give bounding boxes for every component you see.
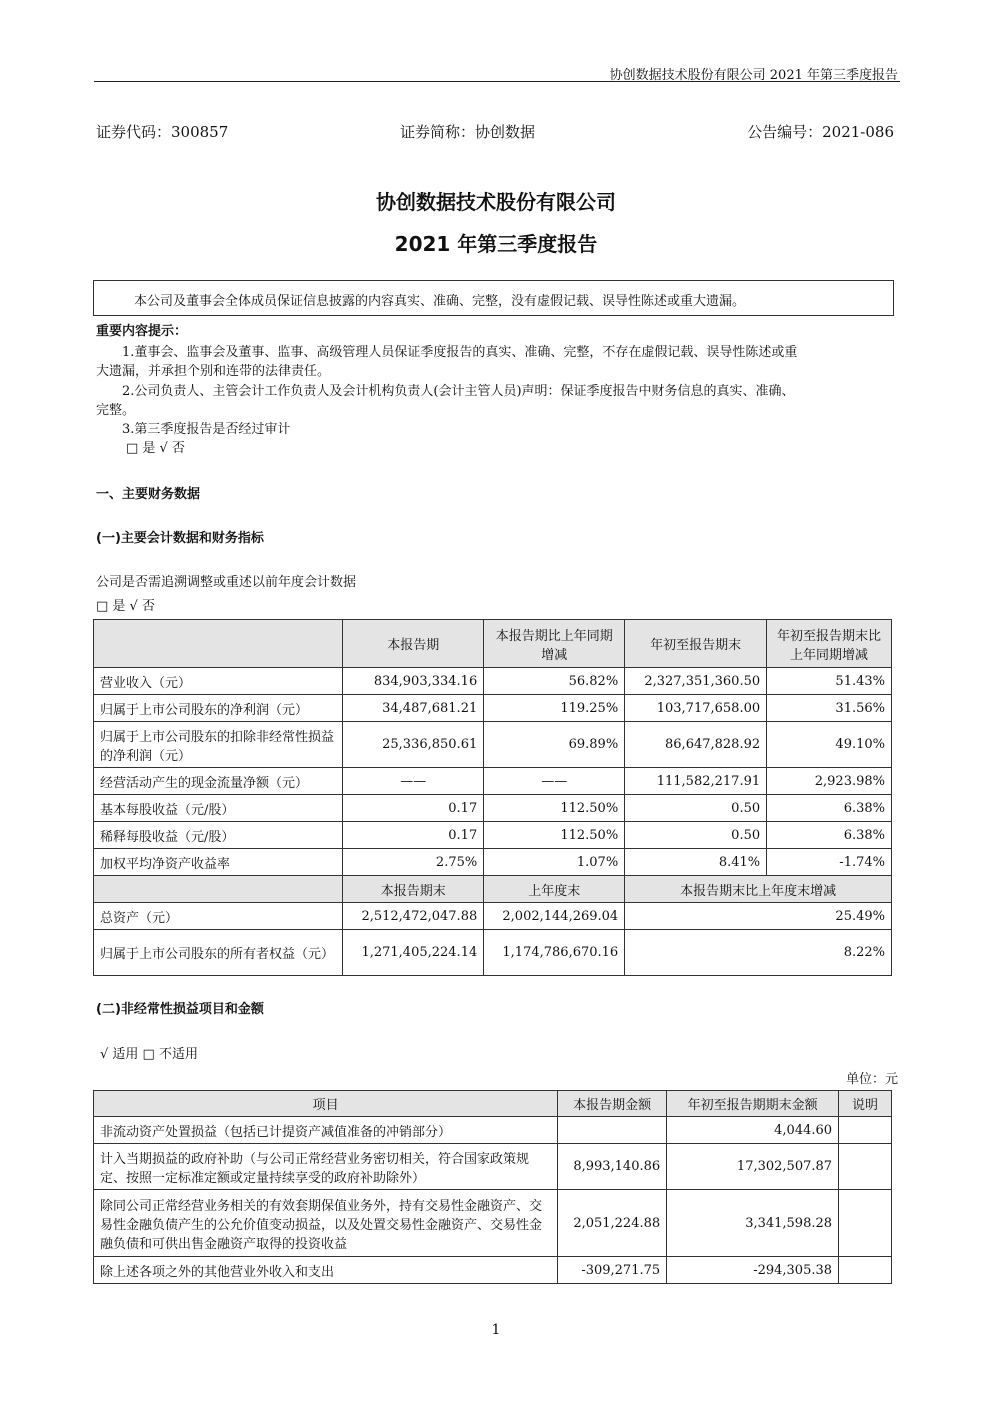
table-cell: 6.38%: [767, 822, 892, 849]
table-header-cell: 说明: [839, 1091, 892, 1117]
table-cell: 1,174,786,670.16: [484, 930, 625, 976]
table-cell: 基本每股收益（元/股）: [94, 795, 343, 822]
table-row: [94, 1190, 892, 1257]
stock-abbreviation: 证券简称：协创数据: [400, 123, 536, 141]
important-item2-line1: 2.公司负责人、主管会计工作负责人及会计机构负责人(会计主管人员)声明：保证季度报告中财务信息的真实、准确、: [122, 384, 795, 399]
restate-choice: □ 是 √ 否: [96, 599, 155, 614]
audit-choice: □ 是 √ 否: [126, 441, 185, 456]
table-header-row: [94, 876, 892, 903]
table-cell: 3,341,598.28: [667, 1190, 839, 1257]
important-item3: 3.第三季度报告是否经过审计: [122, 422, 291, 437]
applicable-choice: √ 适用 □ 不适用: [100, 1047, 198, 1062]
table-header-cell: [94, 876, 343, 903]
table-header-cell: 年初至报告期期末金额: [667, 1091, 839, 1117]
table-header-cell: 本报告期比上年同期增减: [484, 620, 625, 668]
table-cell: 31.56%: [767, 695, 892, 722]
table-cell: -1.74%: [767, 849, 892, 876]
disclosure-notice-box: [93, 280, 894, 316]
table-cell: 4,044.60: [667, 1117, 839, 1144]
table-row: [94, 668, 892, 695]
disclosure-notice-text: 本公司及董事会全体成员保证信息披露的内容真实、准确、完整，没有虚假记载、误导性陈述或重大遗漏。: [134, 294, 746, 309]
table-cell: 112.50%: [484, 822, 625, 849]
table-cell: 119.25%: [484, 695, 625, 722]
table-cell: 2,923.98%: [767, 768, 892, 795]
table-row: [94, 795, 892, 822]
table-row: [94, 849, 892, 876]
table-row: [94, 903, 892, 930]
report-title: 2021 年第三季度报告: [394, 232, 598, 256]
table-cell: [558, 1117, 667, 1144]
important-item1-line1: 1.董事会、监事会及董事、监事、高级管理人员保证季度报告的真实、准确、完整，不存在虚假记载、误导性陈述或重: [122, 345, 798, 360]
table-cell: [839, 1257, 892, 1284]
stock-code: 证券代码：300857: [96, 123, 229, 141]
table-cell: 17,302,507.87: [667, 1144, 839, 1190]
table-header-cell: 年初至报告期末: [625, 620, 767, 668]
table-cell: 111,582,217.91: [625, 768, 767, 795]
table-cell: 2,512,472,047.88: [343, 903, 484, 930]
table-cell: 2,002,144,269.04: [484, 903, 625, 930]
page-number: 1: [491, 1322, 501, 1338]
table-cell: 除上述各项之外的其他营业外收入和支出: [94, 1257, 558, 1284]
table-row: [94, 695, 892, 722]
table-header-cell: 上年度末: [484, 876, 625, 903]
table-cell: 加权平均净资产收益率: [94, 849, 343, 876]
table-header-cell: 项目: [94, 1091, 558, 1117]
table-cell: 49.10%: [767, 722, 892, 768]
table-cell: 0.50: [625, 795, 767, 822]
non-recurring-items-table: [93, 1090, 892, 1284]
table-row: [94, 768, 892, 795]
table-cell: 0.17: [343, 822, 484, 849]
table-cell: 营业收入（元）: [94, 668, 343, 695]
table-row: [94, 1144, 892, 1190]
table-row: [94, 1257, 892, 1284]
table-header-cell: 年初至报告期末比上年同期增减: [767, 620, 892, 668]
table-cell: 34,487,681.21: [343, 695, 484, 722]
table-cell: 112.50%: [484, 795, 625, 822]
table-cell: 2,051,224.88: [558, 1190, 667, 1257]
table-cell: 非流动资产处置损益（包括已计提资产减值准备的冲销部分）: [94, 1117, 558, 1144]
table-cell: 归属于上市公司股东的扣除非经常性损益的净利润（元）: [94, 722, 343, 768]
important-heading: 重要内容提示：: [96, 324, 188, 339]
table-row: [94, 822, 892, 849]
table-cell: 69.89%: [484, 722, 625, 768]
section2-subheading: (二)非经常性损益项目和金额: [96, 1002, 264, 1017]
table-cell: 103,717,658.00: [625, 695, 767, 722]
table-row: [94, 1117, 892, 1144]
table-cell: 归属于上市公司股东的净利润（元）: [94, 695, 343, 722]
table-cell: 6.38%: [767, 795, 892, 822]
table-cell: 834,903,334.16: [343, 668, 484, 695]
restate-question: 公司是否需追溯调整或重述以前年度会计数据: [96, 575, 357, 590]
running-header-title: 协创数据技术股份有限公司 2021 年第三季度报告: [609, 68, 898, 83]
table-row: [94, 722, 892, 768]
running-header: [94, 62, 900, 82]
important-item1-line2: 大遗漏，并承担个别和连带的法律责任。: [96, 364, 331, 379]
table-cell: 8.41%: [625, 849, 767, 876]
table-cell: 86,647,828.92: [625, 722, 767, 768]
table-cell: 2,327,351,360.50: [625, 668, 767, 695]
table-cell: 1.07%: [484, 849, 625, 876]
table-header-row: [94, 620, 892, 668]
table-cell: 25.49%: [625, 903, 892, 930]
table-header-row: [94, 1091, 892, 1117]
table-cell: [839, 1117, 892, 1144]
table-header-cell: 本报告期末比上年度末增减: [625, 876, 892, 903]
table-header-cell: 本报告期金额: [558, 1091, 667, 1117]
table-cell: 稀释每股收益（元/股）: [94, 822, 343, 849]
table-cell: 56.82%: [484, 668, 625, 695]
section1-heading: 一、主要财务数据: [96, 487, 201, 502]
unit-label: 单位：元: [845, 1072, 898, 1087]
section1-subheading: (一)主要会计数据和财务指标: [96, 531, 264, 546]
table-cell: 2.75%: [343, 849, 484, 876]
table-cell: [839, 1190, 892, 1257]
table-cell: 归属于上市公司股东的所有者权益（元）: [94, 930, 343, 976]
table-cell: 经营活动产生的现金流量净额（元）: [94, 768, 343, 795]
table-cell: 总资产（元）: [94, 903, 343, 930]
table-cell: 51.43%: [767, 668, 892, 695]
table-header-cell: 本报告期末: [343, 876, 484, 903]
table-cell: 25,336,850.61: [343, 722, 484, 768]
table-cell: 1,271,405,224.14: [343, 930, 484, 976]
table-row: [94, 930, 892, 976]
table-cell: 0.50: [625, 822, 767, 849]
table-cell: 0.17: [343, 795, 484, 822]
table-cell: [839, 1144, 892, 1190]
table-cell: ——: [343, 768, 484, 795]
table-cell: -309,271.75: [558, 1257, 667, 1284]
table-cell: 除同公司正常经营业务相关的有效套期保值业务外，持有交易性金融资产、交易性金融负债产生的公允价值变动损益，以及处置交易性金融资产、交易性金融负债和可供出售金融资产取得的投资收益: [94, 1190, 558, 1257]
table-cell: 计入当期损益的政府补助（与公司正常经营业务密切相关，符合国家政策规定、按照一定标准定额或定量持续享受的政府补助除外）: [94, 1144, 558, 1190]
financial-data-table: [93, 619, 892, 976]
table-cell: 8.22%: [625, 930, 892, 976]
table-header-cell: [94, 620, 343, 668]
table-cell: -294,305.38: [667, 1257, 839, 1284]
table-cell: ——: [484, 768, 625, 795]
notice-number: 公告编号：2021-086: [747, 123, 894, 141]
important-item2-line2: 完整。: [96, 403, 136, 418]
table-header-cell: 本报告期: [343, 620, 484, 668]
table-cell: 8,993,140.86: [558, 1144, 667, 1190]
company-title: 协创数据技术股份有限公司: [376, 190, 616, 214]
